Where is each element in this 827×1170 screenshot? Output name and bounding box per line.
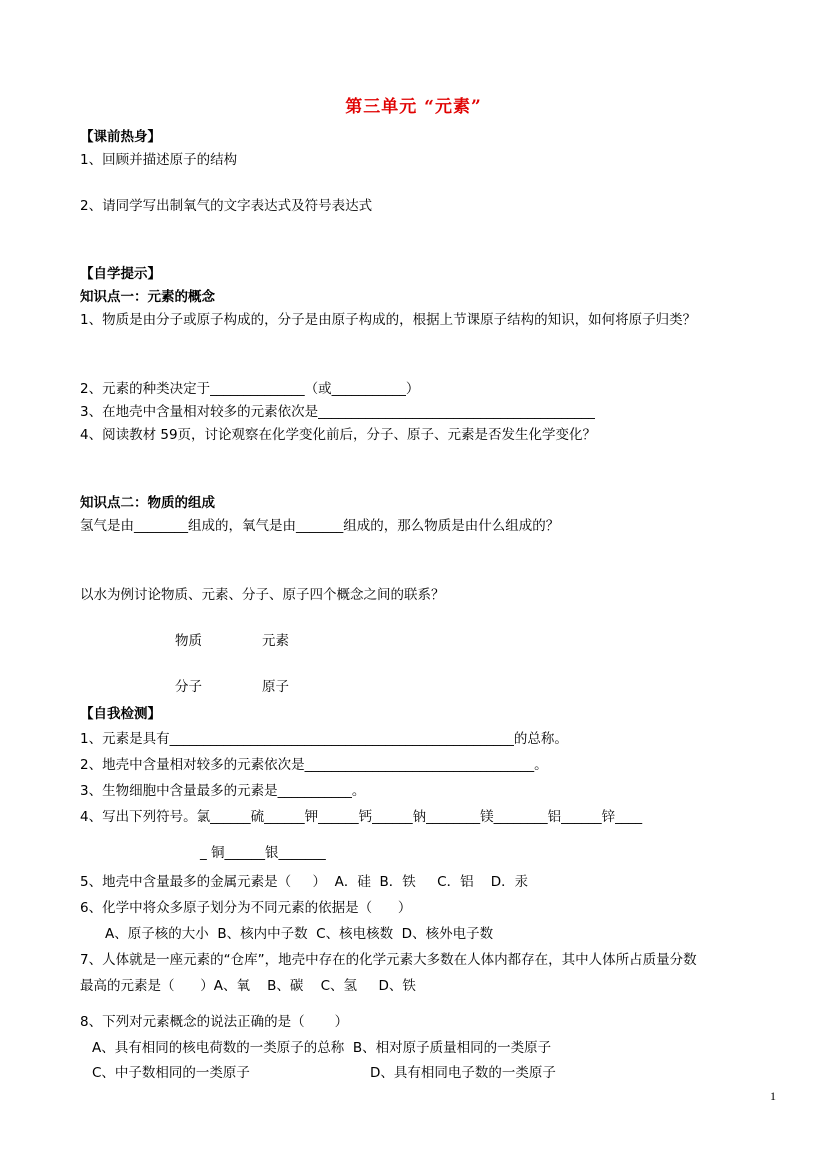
selftest-question-6: 6、化学中将众多原子划分为不同元素的依据是（ ） bbox=[80, 900, 412, 916]
kp2-question-2: 以水为例讨论物质、元素、分子、原子四个概念之间的联系？ bbox=[80, 587, 445, 603]
diagram-substance: 物质 bbox=[175, 633, 202, 649]
diagram-element: 元素 bbox=[262, 633, 289, 649]
page-number: 1 bbox=[770, 1089, 776, 1103]
selftest-question-7-line-2: 最高的元素是（ ）A、氧 B、碳 C、氢 D、铁 bbox=[80, 978, 416, 994]
selftest-question-1: 1、元素是具有___________________________________________________的总称。 bbox=[80, 731, 568, 747]
selfstudy-heading: 【自学提示】 bbox=[80, 266, 161, 282]
selftest-question-8-option-d: D、具有相同电子数的一类原子 bbox=[370, 1065, 556, 1081]
selftest-question-5: 5、地壳中含量最多的金属元素是（ ） A．硅 B．铁 C．铝 D．汞 bbox=[80, 874, 529, 890]
selftest-question-4-line-2: _ 铜______银_______ bbox=[200, 845, 326, 861]
selftest-question-7-line-1: 7、人体就是一座元素的“仓库”，地壳中存在的化学元素大多数在人体内都存在，其中人体所占质量分数 bbox=[80, 952, 697, 968]
selftest-question-3: 3、生物细胞中含量最多的元素是___________。 bbox=[80, 783, 366, 799]
kp1-question-4: 4、阅读教材 59页，讨论观察在化学变化前后，分子、原子、元素是否发生化学变化？ bbox=[80, 427, 597, 443]
page-title: 第三单元 “元素” bbox=[345, 97, 482, 117]
selftest-question-4-line-1: 4、写出下列符号。氯______硫______钾______钙______钠________镁________铝______锌____ bbox=[80, 809, 643, 825]
warmup-question-1: 1、回顾并描述原子的结构 bbox=[80, 152, 238, 168]
kp1-question-1: 1、物质是由分子或原子构成的，分子是由原子构成的，根据上节课原子结构的知识，如何将原子归类？ bbox=[80, 312, 697, 328]
warmup-question-2: 2、请同学写出制氧气的文字表达式及符号表达式 bbox=[80, 198, 373, 214]
selftest-question-8: 8、下列对元素概念的说法正确的是（ ） bbox=[80, 1014, 349, 1030]
knowledge-point-2-heading: 知识点二：物质的组成 bbox=[80, 495, 215, 511]
selftest-question-8-option-c: C、中子数相同的一类原子 bbox=[92, 1065, 250, 1081]
kp1-question-2: 2、元素的种类决定于______________（或___________） bbox=[80, 381, 420, 397]
selftest-heading: 【自我检测】 bbox=[80, 706, 161, 722]
kp2-question-1: 氢气是由________组成的，氧气是由_______组成的，那么物质是由什么组成的？ bbox=[80, 518, 560, 534]
diagram-molecule: 分子 bbox=[175, 679, 202, 695]
selftest-question-8-options-ab: A、具有相同的核电荷数的一类原子的总称 B、相对原子质量相同的一类原子 bbox=[92, 1040, 552, 1056]
diagram-atom: 原子 bbox=[262, 679, 289, 695]
warmup-heading: 【课前热身】 bbox=[80, 129, 161, 145]
selftest-question-6-options: A、原子核的大小 B、核内中子数 C、核电核数 D、核外电子数 bbox=[105, 926, 494, 942]
kp1-question-3: 3、在地壳中含量相对较多的元素依次是_________________________________________ bbox=[80, 404, 595, 420]
knowledge-point-1-heading: 知识点一：元素的概念 bbox=[80, 289, 215, 305]
selftest-question-2: 2、地壳中含量相对较多的元素依次是__________________________________。 bbox=[80, 757, 548, 773]
